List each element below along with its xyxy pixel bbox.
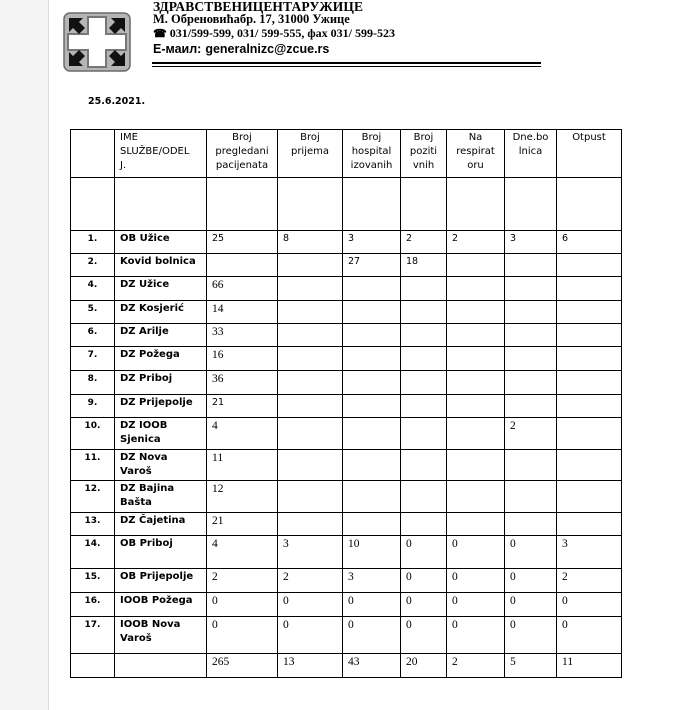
cell-prijema — [278, 395, 343, 418]
cell-dnevna — [505, 347, 557, 371]
cell-hospital: 10 — [343, 536, 401, 569]
cell-otpust: 3 — [557, 536, 622, 569]
total-num — [71, 654, 115, 678]
cell-otpust: 0 — [557, 617, 622, 654]
table-row — [71, 536, 622, 569]
letterhead-rule-thick — [152, 62, 541, 64]
row-number: 1. — [71, 231, 115, 254]
cell-respirator — [447, 481, 505, 513]
row-number: 14. — [71, 536, 115, 569]
cell-pregledani: 33 — [207, 324, 278, 347]
cell-otpust — [557, 481, 622, 513]
cell-dnevna — [505, 450, 557, 481]
cell-prijema — [278, 450, 343, 481]
cell-otpust — [557, 301, 622, 324]
cell-pozitivnih — [401, 481, 447, 513]
cell-prijema — [278, 371, 343, 395]
header-respirator: Na respirat oru — [447, 130, 505, 178]
row-number: 4. — [71, 277, 115, 301]
total-dnevna: 5 — [505, 654, 557, 678]
row-number: 12. — [71, 481, 115, 513]
service-name: DZ Prijepolje — [115, 395, 207, 418]
cell-hospital — [343, 513, 401, 536]
cell-hospital: 3 — [343, 231, 401, 254]
cell-respirator — [447, 395, 505, 418]
cell-respirator — [447, 301, 505, 324]
cell-respirator — [447, 254, 505, 277]
cell-prijema — [278, 277, 343, 301]
cell-prijema — [278, 301, 343, 324]
cell-pozitivnih: 2 — [401, 231, 447, 254]
cell-pregledani: 21 — [207, 513, 278, 536]
email-label: Е-маил: — [153, 42, 202, 56]
table-row — [71, 617, 622, 654]
cell-hospital — [343, 347, 401, 371]
service-name: OB Priboj — [115, 536, 207, 569]
header-name: IME SLUŽBE/ODEL J. — [115, 130, 207, 178]
cell-prijema: 3 — [278, 536, 343, 569]
cell-respirator — [447, 324, 505, 347]
cell-dnevna — [505, 395, 557, 418]
service-name: IOOB Požega — [115, 593, 207, 617]
cell-dnevna: 0 — [505, 536, 557, 569]
cell-pozitivnih — [401, 301, 447, 324]
header-dnevna-bolnica: Dne.bo lnica — [505, 130, 557, 178]
cell-pozitivnih: 0 — [401, 617, 447, 654]
header-hospitalizovanih: Broj hospital izovanih — [343, 130, 401, 178]
cell-otpust: 0 — [557, 593, 622, 617]
document-date: 25.6.2021. — [88, 96, 146, 107]
cell-otpust — [557, 324, 622, 347]
cell-otpust — [557, 371, 622, 395]
row-number: 11. — [71, 450, 115, 481]
cell-otpust — [557, 418, 622, 450]
service-name: DZ Arilje — [115, 324, 207, 347]
header-pregledani: Broj pregledani pacijenata — [207, 130, 278, 178]
cell-prijema — [278, 481, 343, 513]
service-name: Kovid bolnica — [115, 254, 207, 277]
cell-prijema: 8 — [278, 231, 343, 254]
row-number: 7. — [71, 347, 115, 371]
cell-otpust — [557, 254, 622, 277]
institution-phones — [153, 26, 395, 41]
cell-dnevna: 0 — [505, 617, 557, 654]
cell-prijema — [278, 254, 343, 277]
cell-dnevna — [505, 371, 557, 395]
table-row — [71, 347, 622, 371]
cell-dnevna: 0 — [505, 593, 557, 617]
service-name: DZ Bajina Bašta — [115, 481, 207, 513]
cell-pozitivnih — [401, 324, 447, 347]
cell-respirator — [447, 450, 505, 481]
cell-respirator — [447, 418, 505, 450]
row-number: 17. — [71, 617, 115, 654]
cell-hospital — [343, 324, 401, 347]
cell-pregledani — [207, 254, 278, 277]
table-row — [71, 569, 622, 593]
page-left-margin — [0, 0, 49, 710]
cell-hospital: 0 — [343, 617, 401, 654]
total-pozitivnih: 20 — [401, 654, 447, 678]
cell-pozitivnih — [401, 418, 447, 450]
cell-dnevna — [505, 324, 557, 347]
table-row — [71, 513, 622, 536]
total-pregledani: 265 — [207, 654, 278, 678]
cell-dnevna — [505, 277, 557, 301]
row-number: 15. — [71, 569, 115, 593]
cell-otpust — [557, 513, 622, 536]
cell-otpust — [557, 277, 622, 301]
header-pozitivnih: Broj poziti vnih — [401, 130, 447, 178]
cell-otpust — [557, 450, 622, 481]
header-prijema: Broj prijema — [278, 130, 343, 178]
cell-hospital — [343, 277, 401, 301]
service-name: OB Užice — [115, 231, 207, 254]
cell-hospital: 0 — [343, 593, 401, 617]
cell-prijema — [278, 347, 343, 371]
total-respirator: 2 — [447, 654, 505, 678]
cell-pozitivnih — [401, 513, 447, 536]
service-name: DZ Kosjerić — [115, 301, 207, 324]
cell-dnevna — [505, 481, 557, 513]
institution-name: ЗДРАВСТВЕНИЦЕНТАРУЖИЦЕ — [153, 0, 364, 14]
cell-pozitivnih — [401, 450, 447, 481]
cell-prijema — [278, 513, 343, 536]
row-number: 16. — [71, 593, 115, 617]
cell-pregledani: 2 — [207, 569, 278, 593]
service-name: DZ Čajetina — [115, 513, 207, 536]
row-number: 10. — [71, 418, 115, 450]
table-row — [71, 254, 622, 277]
cell-respirator: 0 — [447, 593, 505, 617]
table-row — [71, 481, 622, 513]
cell-pregledani: 66 — [207, 277, 278, 301]
cell-pregledani: 21 — [207, 395, 278, 418]
service-name: DZ Užice — [115, 277, 207, 301]
cell-hospital — [343, 418, 401, 450]
cell-pozitivnih: 0 — [401, 569, 447, 593]
table-row — [71, 450, 622, 481]
service-name: DZ Priboj — [115, 371, 207, 395]
institution-address: М. Обреновићабр. 17, 31000 Ужице — [153, 12, 350, 26]
totals-row — [71, 654, 622, 678]
row-number: 9. — [71, 395, 115, 418]
cell-pregledani: 0 — [207, 617, 278, 654]
cell-respirator: 2 — [447, 231, 505, 254]
cell-hospital — [343, 450, 401, 481]
cell-pregledani: 36 — [207, 371, 278, 395]
cell-pregledani: 14 — [207, 301, 278, 324]
cell-otpust — [557, 347, 622, 371]
health-center-logo-icon — [63, 12, 131, 72]
cell-dnevna: 0 — [505, 569, 557, 593]
cell-respirator — [447, 513, 505, 536]
cell-pregledani: 16 — [207, 347, 278, 371]
row-number: 8. — [71, 371, 115, 395]
cell-pregledani: 25 — [207, 231, 278, 254]
cell-pozitivnih: 0 — [401, 593, 447, 617]
row-number: 6. — [71, 324, 115, 347]
cell-pozitivnih — [401, 347, 447, 371]
table-row — [71, 301, 622, 324]
table-row — [71, 231, 622, 254]
row-number: 5. — [71, 301, 115, 324]
cell-otpust — [557, 395, 622, 418]
service-name: DZ IOOB Sjenica — [115, 418, 207, 450]
cell-pozitivnih: 0 — [401, 536, 447, 569]
table-row — [71, 395, 622, 418]
blank-row — [71, 178, 622, 231]
cell-dnevna: 3 — [505, 231, 557, 254]
cell-pozitivnih — [401, 277, 447, 301]
cell-prijema — [278, 418, 343, 450]
institution-email — [153, 42, 329, 56]
cell-hospital — [343, 371, 401, 395]
cell-otpust: 2 — [557, 569, 622, 593]
cell-dnevna — [505, 254, 557, 277]
cell-dnevna — [505, 301, 557, 324]
cell-hospital: 27 — [343, 254, 401, 277]
total-hospital: 43 — [343, 654, 401, 678]
row-number: 2. — [71, 254, 115, 277]
cell-respirator: 0 — [447, 569, 505, 593]
email-address[interactable]: generalnizc@zcue.rs — [205, 42, 330, 56]
cell-prijema — [278, 324, 343, 347]
cell-pozitivnih — [401, 371, 447, 395]
phone-icon: ☎ — [153, 28, 167, 40]
cell-pozitivnih: 18 — [401, 254, 447, 277]
cell-respirator — [447, 347, 505, 371]
phone-numbers: 031/599-599, 031/ 599-555, фах 031/ 599-523 — [169, 26, 395, 40]
cell-prijema: 0 — [278, 593, 343, 617]
service-name: IOOB Nova Varoš — [115, 617, 207, 654]
cell-dnevna: 2 — [505, 418, 557, 450]
header-otpust: Otpust — [557, 130, 622, 178]
table-header-row — [71, 130, 622, 178]
cell-pregledani: 0 — [207, 593, 278, 617]
cell-dnevna — [505, 513, 557, 536]
table-row — [71, 593, 622, 617]
cell-respirator — [447, 371, 505, 395]
cell-prijema: 0 — [278, 617, 343, 654]
daily-report-table — [70, 129, 622, 678]
total-otpust: 11 — [557, 654, 622, 678]
service-name: DZ Požega — [115, 347, 207, 371]
cell-respirator — [447, 277, 505, 301]
table-row — [71, 371, 622, 395]
cell-prijema: 2 — [278, 569, 343, 593]
table-row — [71, 324, 622, 347]
cell-hospital — [343, 301, 401, 324]
cell-pregledani: 4 — [207, 536, 278, 569]
table-row — [71, 418, 622, 450]
row-number: 13. — [71, 513, 115, 536]
cell-respirator: 0 — [447, 617, 505, 654]
table-row — [71, 277, 622, 301]
total-prijema: 13 — [278, 654, 343, 678]
cell-hospital — [343, 395, 401, 418]
letterhead-rule-thin — [152, 66, 541, 67]
cell-hospital — [343, 481, 401, 513]
cell-pozitivnih — [401, 395, 447, 418]
cell-respirator: 0 — [447, 536, 505, 569]
cell-otpust: 6 — [557, 231, 622, 254]
header-num — [71, 130, 115, 178]
cell-pregledani: 12 — [207, 481, 278, 513]
service-name: DZ Nova Varoš — [115, 450, 207, 481]
cell-hospital: 3 — [343, 569, 401, 593]
cell-pregledani: 11 — [207, 450, 278, 481]
total-name — [115, 654, 207, 678]
service-name: OB Prijepolje — [115, 569, 207, 593]
cell-pregledani: 4 — [207, 418, 278, 450]
